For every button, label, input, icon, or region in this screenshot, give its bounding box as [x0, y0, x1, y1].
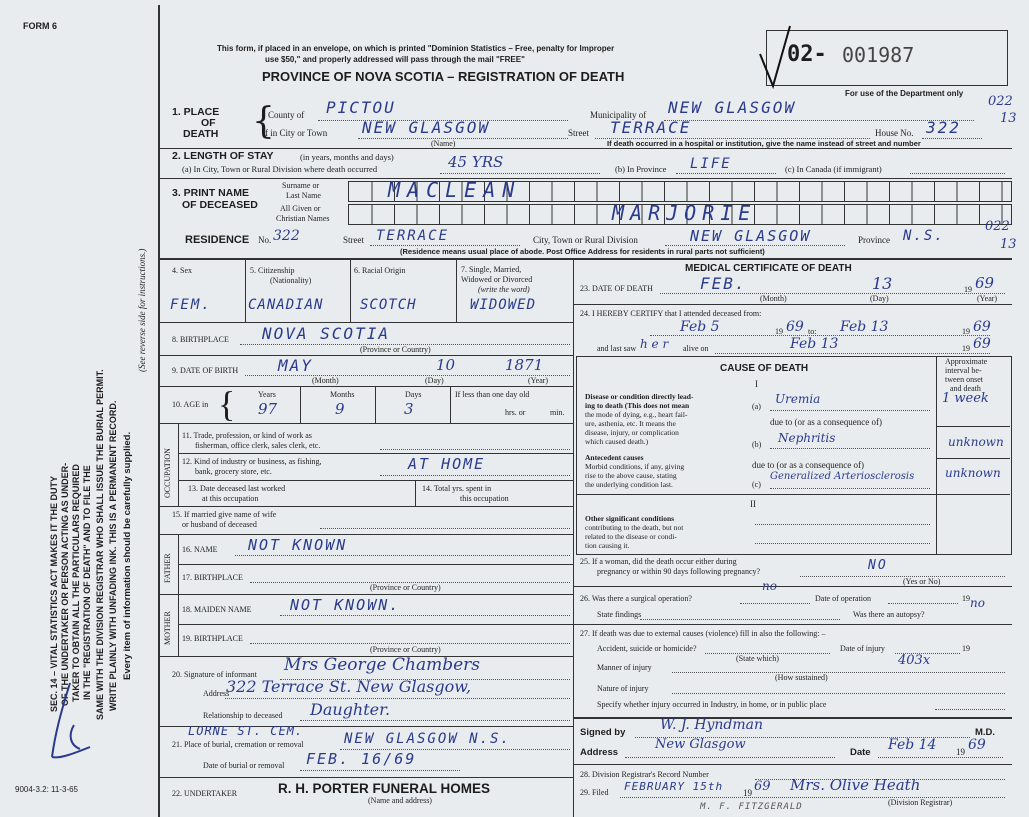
dod-year: 69 — [975, 274, 995, 292]
row-divider-4 — [160, 322, 573, 323]
cause-box-div — [576, 494, 1010, 495]
side-line-5: SAME WITH THE DIVISION REGISTRAR WHO SHALL ISSUE THE BURIAL PERMIT. — [95, 369, 105, 720]
col-div-6-7 — [456, 258, 457, 322]
maiden-name-line — [280, 615, 570, 616]
days-label: Days — [405, 390, 422, 399]
side-line-8: (See reverse side for instructions.) — [137, 248, 147, 372]
attend-from-year: 69 — [786, 319, 804, 335]
dod-century: 19 — [964, 285, 972, 294]
marital-label-1: 7. Single, Married, — [461, 265, 522, 274]
marital-label-2: Widowed or Divorced — [461, 275, 533, 284]
header-line-2: use $50," and properly addressed will pass through the mail "FREE" — [265, 55, 525, 64]
registrar-note: (Division Registrar) — [888, 798, 953, 807]
center-divider — [573, 258, 574, 817]
father-birthplace-label: 17. BIRTHPLACE — [182, 573, 243, 582]
stay-b-label: (b) In Province — [615, 164, 667, 174]
total-yrs-label-1: 14. Total yrs. spent in — [422, 484, 492, 493]
attend-from-century: 19 — [775, 327, 783, 336]
side-line-1: SEC. 14 – VITAL STATISTICS ACT MAKES IT THE DUTY — [49, 475, 59, 712]
informant-sig-value: Mrs George Chambers — [284, 655, 481, 675]
citizenship-value: CANADIAN — [248, 297, 324, 313]
months-label: Months — [330, 390, 355, 399]
stay-c-line — [910, 173, 1005, 174]
burial-place-value: NEW GLASGOW N.S. — [344, 731, 511, 747]
industry-injury-line — [935, 709, 1005, 710]
industry-label-2: bank, grocery store, etc. — [195, 467, 272, 476]
mother-birthplace-label: 19. BIRTHPLACE — [182, 634, 243, 643]
attend-from: Feb 5 — [680, 319, 720, 335]
autopsy-answer: no — [970, 596, 985, 610]
place-label-1: 1. PLACE — [172, 106, 220, 118]
occ-div-2 — [178, 480, 573, 481]
undertaker-note: (Name and address) — [368, 796, 432, 805]
given-label-2: Christian Names — [276, 214, 330, 223]
mother-birthplace-line — [250, 643, 570, 644]
burial-date-label: Date of burial or removal — [203, 761, 285, 770]
other-label-4: tion causing it. — [585, 541, 630, 550]
father-name-value: NOT KNOWN — [248, 536, 348, 554]
sex-value: FEM. — [170, 297, 212, 313]
age-years: 97 — [258, 400, 278, 418]
cause-b-line — [770, 448, 930, 449]
birthplace-label: 8. BIRTHPLACE — [172, 335, 229, 344]
medical-title: MEDICAL CERTIFICATE OF DEATH — [685, 263, 852, 274]
age-col-2 — [375, 386, 376, 423]
city-label: If in City or Town — [262, 128, 328, 138]
interval-col-rule — [936, 356, 937, 554]
stay-label: 2. LENGTH OF STAY — [172, 150, 274, 162]
age-months: 9 — [335, 400, 345, 418]
due-to-label-2: due to (or as a consequence of) — [752, 460, 864, 470]
municipality-value: NEW GLASGOW — [668, 98, 796, 117]
attend-to-century: 19 — [962, 327, 970, 336]
house-label: House No. — [875, 128, 914, 138]
maiden-name-label: 18. MAIDEN NAME — [182, 605, 252, 614]
interval-label-2: interval be- — [945, 366, 982, 375]
house-line — [922, 138, 982, 139]
signer-address-label: Address — [580, 747, 619, 758]
cause-c-interval: unknown — [945, 466, 1001, 480]
how-sustained-note: (How sustained) — [775, 673, 828, 682]
residence-mark-2: 13 — [1000, 237, 1017, 252]
right-div-5 — [573, 764, 1012, 765]
city-name-note: (Name) — [431, 139, 456, 148]
dob-line — [245, 375, 570, 376]
interval-label-4: and death — [950, 384, 981, 393]
hrs-label: hrs. or — [505, 408, 526, 417]
municipality-label: Municipality of — [590, 110, 647, 120]
row-divider-7 — [160, 423, 573, 424]
trade-line — [380, 449, 570, 450]
right-div-2 — [573, 586, 1012, 587]
industry-line — [380, 475, 570, 476]
dob-month: MAY — [278, 356, 313, 375]
informant-address-label: Address — [203, 689, 230, 698]
registrar-stamp: M. F. FITZGERALD — [700, 802, 803, 812]
interval-label-1: Approximate — [945, 357, 988, 366]
direct-label-6: which caused death.) — [585, 437, 649, 446]
birthplace-note: (Province or Country) — [360, 345, 431, 354]
residence-province-value: N.S. — [903, 228, 945, 244]
trade-label-2: fisherman, office clerk, sales clerk, etc. — [195, 441, 321, 450]
signed-date-year: 69 — [968, 737, 986, 753]
row-divider-9 — [160, 534, 573, 535]
signed-by-label: Signed by — [580, 727, 626, 738]
external-label: 27. If death was due to external causes (violence) fill in also the following: – — [580, 629, 826, 638]
filed-year: 69 — [754, 779, 771, 794]
signed-date-century: 19 — [956, 747, 965, 757]
burial-date-line — [300, 770, 460, 771]
racial-value: SCOTCH — [360, 297, 417, 313]
surname-label-2: Last Name — [286, 191, 321, 200]
filed-date: FEBRUARY 15th — [624, 780, 724, 793]
occupation-side-label: OCCUPATION — [163, 448, 172, 498]
signed-by-value: W. J. Hyndman — [660, 717, 764, 733]
injury-date-label: Date of injury — [840, 644, 885, 653]
age-days: 3 — [404, 400, 414, 418]
stay-b-line — [676, 173, 776, 174]
dod-month-note: (Month) — [760, 294, 787, 303]
filed-label: 29. Filed — [580, 788, 609, 797]
signer-address-value: New Glasgow — [655, 737, 746, 752]
wife-label-2: or husband of deceased — [182, 520, 257, 529]
right-div-3 — [573, 624, 1012, 625]
wife-line — [320, 528, 570, 529]
residence-street-value: TERRACE — [376, 228, 450, 244]
county-label: County of — [268, 110, 305, 120]
col-div-5-6 — [350, 258, 351, 322]
burial-date-value: FEB. 16/69 — [306, 750, 417, 768]
section-1-numeral: I — [755, 379, 758, 389]
right-div-4 — [573, 717, 1012, 719]
cause-a-label: (a) — [752, 402, 761, 411]
burial-place-label: 21. Place of burial, cremation or removal — [172, 740, 304, 749]
age-col-3 — [450, 386, 451, 423]
mother-div — [178, 624, 573, 625]
father-name-label: 16. NAME — [182, 545, 218, 554]
residence-street-label: Street — [343, 235, 364, 245]
marital-value: WIDOWED — [470, 297, 537, 313]
interval-div-1 — [936, 426, 1010, 427]
col-div-4-5 — [245, 258, 246, 322]
other-line-1 — [755, 524, 930, 525]
dob-day-note: (Day) — [425, 376, 444, 385]
antecedent-label-1: Antecedent causes — [585, 453, 644, 462]
last-saw-who: h e r — [640, 337, 669, 351]
city-value: NEW GLASGOW — [362, 118, 490, 137]
row-divider-1 — [160, 148, 1012, 149]
other-label-2: contributing to the death, but not — [585, 523, 684, 532]
cause-title: CAUSE OF DEATH — [720, 363, 809, 374]
informant-sig-label: 20. Signature of informant — [172, 670, 257, 679]
dod-line — [660, 293, 1005, 294]
age-col-1 — [300, 386, 301, 423]
dod-month: FEB. — [700, 274, 747, 293]
surgery-label: 26. Was there a surgical operation? — [580, 594, 692, 603]
registrar-signature: Mrs. Olive Heath — [790, 776, 921, 794]
informant-address-value: 322 Terrace St. New Glasgow, — [226, 677, 472, 696]
place-label-2: OF — [201, 117, 216, 129]
attend-to: Feb 13 — [840, 319, 889, 335]
residence-no-label: No. — [258, 235, 272, 245]
county-value: PICTOU — [326, 98, 396, 117]
stay-b-value: LIFE — [690, 156, 732, 172]
residence-street-line — [370, 245, 520, 246]
father-side-label: FATHER — [163, 553, 172, 583]
attend-to-year: 69 — [973, 319, 991, 335]
row-divider-2 — [160, 178, 1012, 179]
manner-line — [672, 672, 1005, 673]
cause-c-value: Generalized Arteriosclerosis — [770, 471, 915, 482]
less-than-label: If less than one day old — [455, 390, 530, 399]
place-brace: { — [252, 101, 275, 142]
side-line-4: IN THE "REGISTRATION OF DEATH" AND TO FILE THE — [82, 465, 92, 700]
dob-month-note: (Month) — [312, 376, 339, 385]
wife-label-1: 15. If married give name of wife — [172, 510, 277, 519]
pregnancy-label-1: 25. If a woman, did the death occur either during — [580, 557, 737, 566]
undertaker-value: R. H. PORTER FUNERAL HOMES — [278, 781, 491, 796]
last-worked-label-2: at this occupation — [202, 494, 259, 503]
stay-a-value: 45 YRS — [448, 153, 504, 171]
occ-col-13-14 — [415, 480, 416, 506]
undertaker-label: 22. UNDERTAKER — [172, 789, 238, 798]
left-margin-rule — [158, 5, 160, 817]
relation-label: Relationship to deceased — [203, 711, 283, 720]
side-line-6: WRITE PLAINLY WITH UNFADING INK. THIS IS A PERMANENT RECORD. — [108, 400, 118, 711]
dept-mark-1: 022 — [988, 94, 1013, 109]
father-birthplace-note: (Province or Country) — [370, 583, 441, 592]
maiden-name-value: NOT KNOWN. — [290, 596, 401, 614]
pregnancy-answer: NO — [868, 558, 888, 573]
row-divider-3 — [160, 258, 1012, 260]
given-label-1: All Given or — [280, 204, 321, 213]
row-divider-10 — [160, 594, 573, 595]
father-name-line — [235, 555, 570, 556]
pregnancy-note: (Yes or No) — [903, 577, 941, 586]
industry-label-1: 12. Kind of industry or business, as fishing, — [182, 457, 322, 466]
manner-label: Manner of injury — [597, 663, 652, 672]
reg-prefix: 02- — [787, 42, 827, 67]
signer-address-line — [625, 757, 835, 758]
operation-date-line — [888, 603, 958, 604]
direct-label-5: disease, injury, or complication — [585, 428, 679, 437]
city-line — [358, 138, 568, 139]
dept-mark-2: 13 — [1000, 111, 1017, 126]
trade-label-1: 11. Trade, profession, or kind of work as — [182, 431, 312, 440]
industry-injury-label: Specify whether injury occurred in Industry, in home, or in public place — [597, 700, 827, 709]
cause-c-label: (c) — [752, 480, 761, 489]
right-div-1 — [573, 304, 1012, 305]
direct-label-2: ing to death (This does not mean — [585, 401, 690, 410]
cause-a-interval: 1 week — [942, 391, 989, 406]
residence-city-label: City, Town or Rural Division — [533, 235, 638, 245]
form-label: FORM 6 — [23, 21, 58, 31]
mother-birthplace-note: (Province or Country) — [370, 645, 441, 654]
signed-date-label: Date — [850, 747, 871, 758]
row-divider-8 — [160, 506, 573, 507]
mother-side-rule — [178, 594, 179, 656]
name-label-2: OF DECEASED — [182, 199, 258, 211]
citizenship-label: 5. Citizenship — [250, 266, 295, 275]
residence-province-label: Province — [858, 235, 890, 245]
alive-on-label: alive on — [683, 344, 709, 353]
signed-date-value: Feb 14 — [888, 737, 937, 753]
accident-label: Accident, suicide or homicide? — [597, 644, 697, 653]
age-brace: { — [218, 384, 236, 424]
dob-day: 10 — [436, 356, 456, 374]
certify-label: 24. I HEREBY CERTIFY that I attended deceased from: — [580, 309, 762, 318]
side-line-7: Every item of information should be carefully supplied. — [122, 431, 133, 680]
father-div — [178, 564, 573, 565]
burial-cemetery: LORNE ST. CEM. — [188, 724, 304, 738]
direct-label-3: the mode of dying, e.g., heart fail- — [585, 410, 688, 419]
surname-value: MACLEAN — [388, 178, 522, 202]
min-label: min. — [550, 408, 565, 417]
dod-year-note: (Year) — [977, 294, 998, 303]
antecedent-label-4: the underlying condition last. — [585, 480, 673, 489]
residence-note: (Residence means usual place of abode. Post Office Address for residents in rural parts not sufficient) — [400, 247, 765, 256]
citizenship-sub: (Nationality) — [270, 276, 312, 285]
reg-number: 001987 — [842, 43, 915, 67]
residence-mark-1: 022 — [985, 219, 1010, 234]
dob-label: 9. DATE OF BIRTH — [172, 366, 239, 375]
side-line-3: TAKER TO OBTAIN ALL THE PARTICULARS REQUIRED — [71, 464, 81, 702]
coder-mark: 403x — [898, 653, 931, 668]
relation-line — [300, 720, 570, 721]
dept-note: For use of the Department only — [845, 89, 964, 98]
nature-line — [672, 693, 1005, 694]
name-label-1: 3. PRINT NAME — [172, 187, 250, 199]
row-divider-13 — [160, 777, 573, 778]
stay-a-line — [440, 173, 600, 174]
section-2-numeral: II — [750, 499, 756, 509]
birthplace-value: NOVA SCOTIA — [262, 324, 390, 343]
hospital-note: If death occurred in a hospital or institution, give the name instead of street and number — [607, 139, 921, 148]
record-number-label: 28. Division Registrar's Record Number — [580, 770, 709, 779]
signed-date-line — [878, 757, 1003, 758]
occupation-side-rule — [178, 423, 179, 506]
cause-b-interval: unknown — [948, 435, 1004, 449]
header-line-1: This form, if placed in an envelope, on which is printed "Dominion Statistics – Free, penalty for Improper — [217, 44, 615, 53]
cause-a-line — [770, 410, 930, 411]
cause-b-value: Nephritis — [778, 431, 836, 445]
findings-line — [640, 619, 840, 620]
stay-note: (in years, months and days) — [300, 152, 394, 162]
marital-label-3: (write the word) — [478, 285, 530, 294]
cause-b-label: (b) — [752, 440, 762, 449]
sex-label: 4. Sex — [172, 266, 192, 275]
side-line-2: OF THE UNDERTAKER OR PERSON ACTING AS UNDER- — [60, 462, 70, 706]
informant-address-line — [225, 698, 570, 699]
interval-div-2 — [936, 458, 1010, 459]
residence-city-value: NEW GLASGOW — [690, 227, 812, 245]
operation-date-label: Date of operation — [815, 594, 871, 603]
other-line-2 — [755, 543, 930, 544]
direct-label-1: Disease or condition directly lead- — [585, 392, 694, 401]
dob-year: 1871 — [505, 356, 544, 374]
md-label: M.D. — [975, 727, 996, 738]
interval-label-3: tween onset — [945, 375, 983, 384]
residence-label: RESIDENCE — [185, 234, 250, 246]
surgery-answer-line — [740, 603, 810, 604]
residence-city-line — [665, 245, 845, 246]
due-to-label-1: due to (or as a consequence of) — [770, 417, 882, 427]
industry-value: AT HOME — [408, 455, 486, 473]
nature-label: Nature of injury — [597, 684, 649, 693]
attend-to-label: to: — [808, 327, 817, 336]
stay-a-label: (a) In City, Town or Rural Division where death occurred — [182, 164, 378, 174]
form-title: PROVINCE OF NOVA SCOTIA – REGISTRATION OF DEATH — [262, 69, 625, 84]
last-saw-date: Feb 13 — [790, 336, 839, 352]
dob-year-note: (Year) — [528, 376, 549, 385]
other-label-1: Other significant conditions — [585, 514, 675, 523]
cause-c-line — [770, 488, 930, 489]
injury-date-century: 19 — [962, 644, 970, 653]
house-value: 322 — [926, 118, 961, 137]
last-saw-year: 69 — [973, 336, 991, 352]
given-value: MARJORIE — [612, 201, 757, 225]
total-yrs-label-2: this occupation — [460, 494, 509, 503]
filed-century: 19 — [743, 788, 752, 798]
pregnancy-label-2: pregnancy or within 90 days following pregnancy? — [597, 567, 761, 576]
surgery-answer: no — [762, 579, 777, 593]
margin-scribble-mark — [30, 675, 100, 770]
street-label: Street — [568, 128, 589, 138]
last-saw-label: and last saw — [597, 344, 637, 353]
years-label: Years — [258, 390, 276, 399]
racial-label: 6. Racial Origin — [354, 266, 406, 275]
findings-label: State findings — [597, 610, 642, 619]
cause-a-value: Uremia — [775, 392, 821, 406]
autopsy-label: Was there an autopsy? — [853, 610, 925, 619]
age-label: 10. AGE in — [172, 400, 209, 409]
alive-on-line — [715, 353, 990, 354]
stay-c-label: (c) In Canada (if immigrant) — [785, 164, 882, 174]
surname-label-1: Surname or — [282, 181, 320, 190]
dod-label: 23. DATE OF DEATH — [580, 284, 653, 293]
place-label-3: DEATH — [183, 128, 219, 140]
occ-div-1 — [178, 453, 573, 454]
operation-date-century: 19 — [962, 594, 970, 603]
other-label-3: related to the disease or condi- — [585, 532, 677, 541]
residence-no-value: 322 — [273, 228, 300, 244]
street-value: TERRACE — [610, 118, 692, 137]
last-saw-century: 19 — [962, 344, 970, 353]
mother-side-label: MOTHER — [163, 611, 172, 645]
dod-day-note: (Day) — [870, 294, 889, 303]
relation-value: Daughter. — [310, 700, 391, 719]
state-which-note: (State which) — [736, 654, 779, 663]
antecedent-label-2: Morbid conditions, if any, giving — [585, 462, 685, 471]
form-code: 9004-3.2: 11-3-65 — [15, 785, 79, 794]
antecedent-label-3: rise to the above cause, stating — [585, 471, 677, 480]
last-worked-label-1: 13. Date deceased last worked — [188, 484, 286, 493]
direct-label-4: ure, asthenia, etc. It means the — [585, 419, 676, 428]
dod-day: 13 — [872, 274, 893, 293]
